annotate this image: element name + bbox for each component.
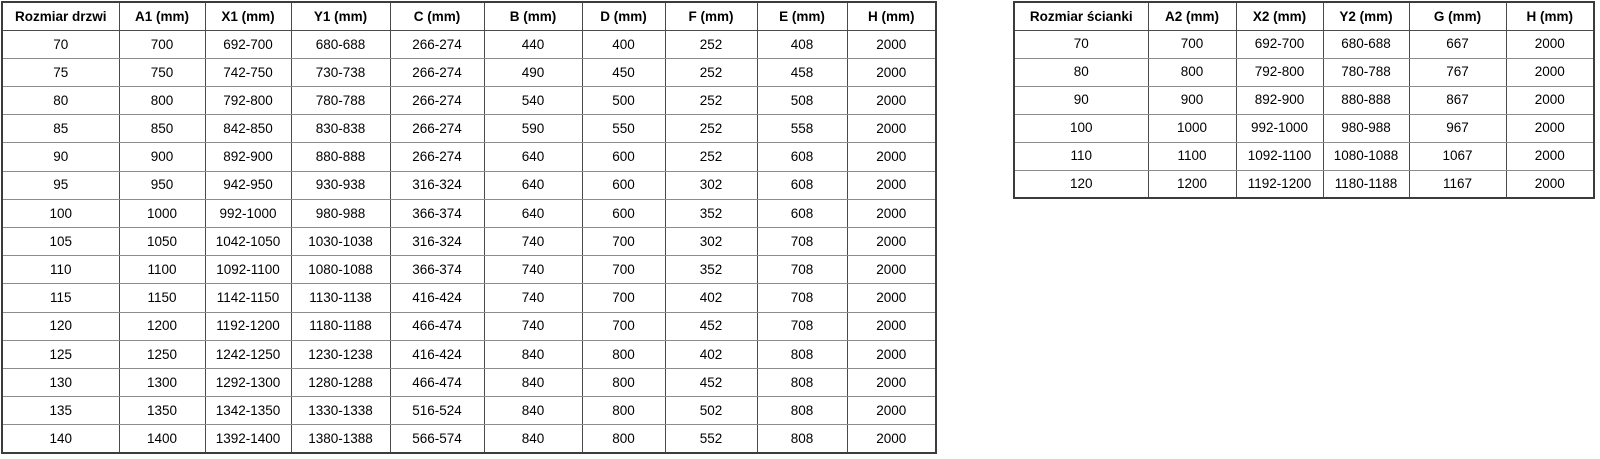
table-cell: 2000 [847, 312, 936, 340]
table-cell: 1042-1050 [205, 228, 291, 256]
table-cell: 1092-1100 [1236, 142, 1323, 170]
table-cell: 840 [484, 368, 582, 396]
table-cell: 850 [119, 115, 205, 143]
table-cell: 1192-1200 [205, 312, 291, 340]
table-cell: 140 [2, 425, 119, 453]
table-cell: 2000 [847, 58, 936, 86]
table-cell: 750 [119, 58, 205, 86]
table-cell: 252 [665, 30, 757, 58]
table-cell: 740 [484, 284, 582, 312]
table-row [1014, 86, 1594, 114]
table-cell: 967 [1409, 114, 1506, 142]
table-cell: 667 [1409, 30, 1506, 58]
table-cell: 416-424 [390, 340, 484, 368]
table-cell: 110 [2, 256, 119, 284]
table-cell: 1200 [119, 312, 205, 340]
table-cell: 1292-1300 [205, 368, 291, 396]
table-cell: 502 [665, 397, 757, 425]
table-row [1014, 170, 1594, 198]
table-row [2, 340, 936, 368]
table-cell: 942-950 [205, 171, 291, 199]
table-cell: 1180-1188 [1323, 170, 1409, 198]
table-cell: 440 [484, 30, 582, 58]
table-cell: 700 [582, 312, 665, 340]
column-header: Rozmiar drzwi [2, 2, 119, 30]
table-cell: 600 [582, 199, 665, 227]
column-header: Rozmiar ścianki [1014, 2, 1148, 30]
table-cell: 740 [484, 228, 582, 256]
table-cell: 266-274 [390, 143, 484, 171]
table-cell: 120 [2, 312, 119, 340]
table-row [1014, 30, 1594, 58]
table-cell: 100 [1014, 114, 1148, 142]
table-cell: 316-324 [390, 171, 484, 199]
table-cell: 692-700 [205, 30, 291, 58]
column-header: E (mm) [757, 2, 847, 30]
table-cell: 980-988 [291, 199, 390, 227]
table-cell: 892-900 [205, 143, 291, 171]
table-cell: 252 [665, 58, 757, 86]
table-cell: 1280-1288 [291, 368, 390, 396]
table-cell: 708 [757, 284, 847, 312]
table-cell: 2000 [847, 30, 936, 58]
table-cell: 125 [2, 340, 119, 368]
table-cell: 490 [484, 58, 582, 86]
table-cell: 1030-1038 [291, 228, 390, 256]
table-cell: 115 [2, 284, 119, 312]
table-cell: 95 [2, 171, 119, 199]
column-header: D (mm) [582, 2, 665, 30]
table-cell: 1400 [119, 425, 205, 453]
table-cell: 600 [582, 143, 665, 171]
table-cell: 566-574 [390, 425, 484, 453]
table-cell: 2000 [1506, 170, 1594, 198]
table-cell: 466-474 [390, 368, 484, 396]
table-cell: 808 [757, 397, 847, 425]
table-cell: 992-1000 [1236, 114, 1323, 142]
table-cell: 508 [757, 87, 847, 115]
table-cell: 2000 [847, 397, 936, 425]
table-cell: 1080-1088 [291, 256, 390, 284]
table-cell: 70 [1014, 30, 1148, 58]
table-row [2, 143, 936, 171]
table-cell: 892-900 [1236, 86, 1323, 114]
table-cell: 980-988 [1323, 114, 1409, 142]
table-cell: 400 [582, 30, 665, 58]
table-cell: 708 [757, 228, 847, 256]
column-header: G (mm) [1409, 2, 1506, 30]
table-cell: 1167 [1409, 170, 1506, 198]
table-cell: 2000 [847, 171, 936, 199]
table-cell: 2000 [1506, 30, 1594, 58]
header-row [2, 2, 936, 30]
table-cell: 352 [665, 199, 757, 227]
table-cell: 130 [2, 368, 119, 396]
table-cell: 1050 [119, 228, 205, 256]
table-cell: 90 [1014, 86, 1148, 114]
table-cell: 800 [1148, 58, 1236, 86]
table-cell: 1242-1250 [205, 340, 291, 368]
table-cell: 830-838 [291, 115, 390, 143]
column-header: H (mm) [1506, 2, 1594, 30]
table-cell: 1130-1138 [291, 284, 390, 312]
table-cell: 266-274 [390, 30, 484, 58]
table-cell: 2000 [847, 228, 936, 256]
table-cell: 1380-1388 [291, 425, 390, 453]
table-cell: 2000 [847, 284, 936, 312]
table-cell: 608 [757, 143, 847, 171]
table-cell: 792-800 [1236, 58, 1323, 86]
table-cell: 600 [582, 171, 665, 199]
table-cell: 700 [582, 284, 665, 312]
table-cell: 640 [484, 171, 582, 199]
table-cell: 780-788 [291, 87, 390, 115]
table-cell: 680-688 [291, 30, 390, 58]
table-cell: 2000 [847, 199, 936, 227]
table-cell: 1250 [119, 340, 205, 368]
table-cell: 1392-1400 [205, 425, 291, 453]
table-cell: 1200 [1148, 170, 1236, 198]
table-cell: 466-474 [390, 312, 484, 340]
table-cell: 516-524 [390, 397, 484, 425]
table-cell: 840 [484, 340, 582, 368]
table-cell: 2000 [847, 256, 936, 284]
table-cell: 75 [2, 58, 119, 86]
table-cell: 2000 [847, 143, 936, 171]
table-cell: 800 [119, 87, 205, 115]
table-cell: 2000 [847, 87, 936, 115]
table-cell: 110 [1014, 142, 1148, 170]
table-cell: 800 [582, 340, 665, 368]
table-cell: 2000 [847, 368, 936, 396]
table-cell: 808 [757, 368, 847, 396]
column-header: B (mm) [484, 2, 582, 30]
table-cell: 700 [582, 256, 665, 284]
table-cell: 2000 [1506, 58, 1594, 86]
column-header: C (mm) [390, 2, 484, 30]
table-cell: 266-274 [390, 115, 484, 143]
table-cell: 105 [2, 228, 119, 256]
table-cell: 352 [665, 256, 757, 284]
column-header: X1 (mm) [205, 2, 291, 30]
table-cell: 800 [582, 425, 665, 453]
column-header: A2 (mm) [1148, 2, 1236, 30]
table-cell: 740 [484, 312, 582, 340]
table-cell: 2000 [1506, 142, 1594, 170]
table-cell: 900 [119, 143, 205, 171]
table-cell: 708 [757, 312, 847, 340]
table-cell: 708 [757, 256, 847, 284]
table-cell: 2000 [1506, 86, 1594, 114]
table-row [1014, 142, 1594, 170]
table-cell: 366-374 [390, 256, 484, 284]
table-cell: 120 [1014, 170, 1148, 198]
table-cell: 2000 [1506, 114, 1594, 142]
table-cell: 608 [757, 199, 847, 227]
table-row [2, 87, 936, 115]
table-cell: 1000 [1148, 114, 1236, 142]
table-cell: 2000 [847, 340, 936, 368]
table-cell: 780-788 [1323, 58, 1409, 86]
column-header: X2 (mm) [1236, 2, 1323, 30]
header-row [1014, 2, 1594, 30]
table-cell: 800 [582, 397, 665, 425]
table-cell: 800 [582, 368, 665, 396]
table-cell: 266-274 [390, 58, 484, 86]
table-cell: 416-424 [390, 284, 484, 312]
table-cell: 608 [757, 171, 847, 199]
table-row [2, 58, 936, 86]
table-row [2, 199, 936, 227]
table-cell: 1092-1100 [205, 256, 291, 284]
column-header: H (mm) [847, 2, 936, 30]
table-cell: 640 [484, 143, 582, 171]
table-cell: 1230-1238 [291, 340, 390, 368]
table-cell: 680-688 [1323, 30, 1409, 58]
table-row [2, 312, 936, 340]
table-cell: 302 [665, 171, 757, 199]
table-cell: 2000 [847, 425, 936, 453]
table-cell: 808 [757, 425, 847, 453]
table-cell: 552 [665, 425, 757, 453]
table-row [2, 171, 936, 199]
table-cell: 640 [484, 199, 582, 227]
table-row [2, 115, 936, 143]
table-cell: 692-700 [1236, 30, 1323, 58]
table-cell: 840 [484, 397, 582, 425]
table-cell: 558 [757, 115, 847, 143]
table-cell: 742-750 [205, 58, 291, 86]
table-row [2, 425, 936, 453]
table-cell: 1067 [1409, 142, 1506, 170]
table-cell: 930-938 [291, 171, 390, 199]
table-row [1014, 114, 1594, 142]
table-cell: 1342-1350 [205, 397, 291, 425]
table-cell: 792-800 [205, 87, 291, 115]
table-cell: 842-850 [205, 115, 291, 143]
table-cell: 1080-1088 [1323, 142, 1409, 170]
table-cell: 1350 [119, 397, 205, 425]
table-cell: 452 [665, 312, 757, 340]
table-cell: 840 [484, 425, 582, 453]
table-cell: 500 [582, 87, 665, 115]
table-cell: 540 [484, 87, 582, 115]
table-cell: 2000 [847, 115, 936, 143]
table-row [2, 30, 936, 58]
table-cell: 452 [665, 368, 757, 396]
table-cell: 80 [1014, 58, 1148, 86]
table-cell: 1300 [119, 368, 205, 396]
table-cell: 1100 [119, 256, 205, 284]
table-cell: 1000 [119, 199, 205, 227]
column-header: Y1 (mm) [291, 2, 390, 30]
table-cell: 85 [2, 115, 119, 143]
table-cell: 550 [582, 115, 665, 143]
table-cell: 80 [2, 87, 119, 115]
table-cell: 1180-1188 [291, 312, 390, 340]
table-cell: 252 [665, 143, 757, 171]
table-cell: 700 [1148, 30, 1236, 58]
table-cell: 590 [484, 115, 582, 143]
table-cell: 252 [665, 87, 757, 115]
table-cell: 1330-1338 [291, 397, 390, 425]
table-cell: 1150 [119, 284, 205, 312]
table-cell: 458 [757, 58, 847, 86]
table-cell: 880-888 [291, 143, 390, 171]
table-cell: 900 [1148, 86, 1236, 114]
table-cell: 408 [757, 30, 847, 58]
table-cell: 700 [119, 30, 205, 58]
table-row [2, 397, 936, 425]
table-cell: 867 [1409, 86, 1506, 114]
table-cell: 808 [757, 340, 847, 368]
table-cell: 90 [2, 143, 119, 171]
table-cell: 740 [484, 256, 582, 284]
table-row [2, 368, 936, 396]
column-header: A1 (mm) [119, 2, 205, 30]
table-row [2, 256, 936, 284]
table-row [2, 228, 936, 256]
table-cell: 450 [582, 58, 665, 86]
table-cell: 266-274 [390, 87, 484, 115]
table-cell: 316-324 [390, 228, 484, 256]
table-row [1014, 58, 1594, 86]
table-cell: 880-888 [1323, 86, 1409, 114]
table-cell: 767 [1409, 58, 1506, 86]
table-cell: 366-374 [390, 199, 484, 227]
column-header: F (mm) [665, 2, 757, 30]
table-row [2, 284, 936, 312]
table-cell: 402 [665, 284, 757, 312]
table-cell: 1100 [1148, 142, 1236, 170]
wall-size-table [1013, 1, 1595, 199]
table-cell: 302 [665, 228, 757, 256]
table-cell: 252 [665, 115, 757, 143]
column-header: Y2 (mm) [1323, 2, 1409, 30]
table-cell: 1142-1150 [205, 284, 291, 312]
table-cell: 402 [665, 340, 757, 368]
table-cell: 730-738 [291, 58, 390, 86]
table-cell: 950 [119, 171, 205, 199]
table-cell: 992-1000 [205, 199, 291, 227]
table-cell: 100 [2, 199, 119, 227]
doors-size-table [1, 1, 937, 454]
table-cell: 70 [2, 30, 119, 58]
table-cell: 1192-1200 [1236, 170, 1323, 198]
table-cell: 700 [582, 228, 665, 256]
table-cell: 135 [2, 397, 119, 425]
